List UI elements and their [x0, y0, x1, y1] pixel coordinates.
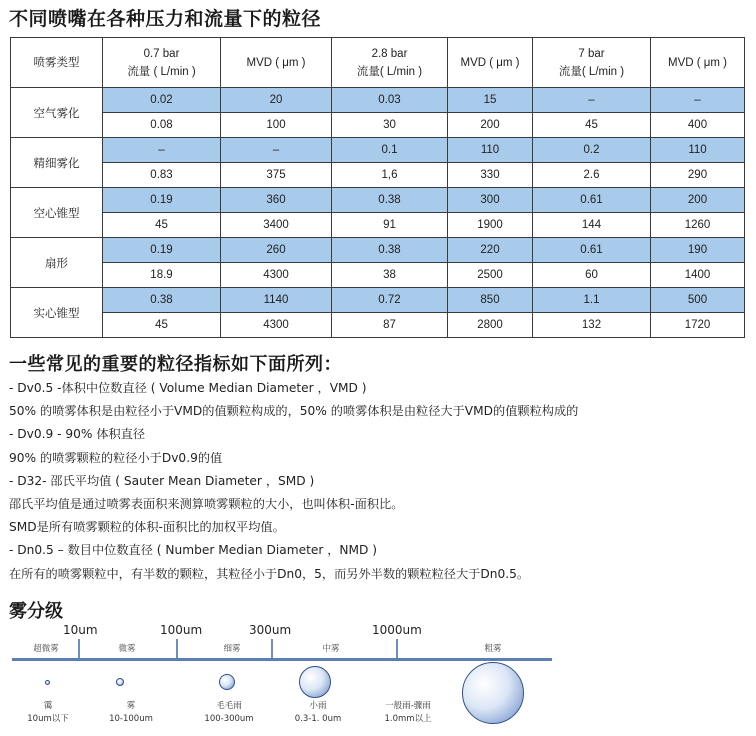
indicators-title: 一些常见的重要的粒径指标如下面所列：	[9, 354, 342, 375]
table-cell: –	[533, 88, 651, 113]
table-row	[11, 138, 745, 163]
table-cell: 0.02	[103, 88, 221, 113]
table-cell: 375	[221, 163, 332, 188]
header-mvd-28: MVD ( μm )	[448, 38, 533, 88]
table-cell: 91	[332, 213, 448, 238]
tick-label: 300um	[249, 623, 292, 637]
table-cell: 260	[221, 238, 332, 263]
table-header-row	[11, 38, 745, 88]
indicator-line: - Dv0.5 -体积中位数直径 ( Volume Median Diameter ，VMD )	[9, 381, 367, 395]
table-cell: 0.61	[533, 188, 651, 213]
indicator-line: 90% 的喷雾颗粒的粒径小于Dv0.9的值	[9, 450, 223, 465]
tick-label: 100um	[160, 623, 203, 637]
tick-label: 10um	[63, 623, 98, 637]
table-cell: 1,6	[332, 163, 448, 188]
spray-size-table	[10, 37, 745, 338]
indicator-line: 50% 的喷雾体积是由粒径小于VMD的值颗粒构成的，50% 的喷雾体积是由粒径大于VMD的值颗粒构成的	[9, 404, 579, 419]
droplet-label: 毛毛雨 100-300um	[204, 701, 254, 724]
table-cell: 18.9	[103, 263, 221, 288]
droplet-label: 一般雨-骤雨 1.0mm以上	[384, 701, 432, 724]
indicator-line: - D32- 邵氏平均值 ( Sauter Mean Diameter ，SMD )	[9, 473, 315, 488]
table-cell: 0.38	[332, 188, 448, 213]
table-cell: 110	[448, 138, 533, 163]
table-row	[11, 163, 745, 188]
table-cell: 1400	[651, 263, 745, 288]
table-cell: 1140	[221, 288, 332, 313]
spray-type-cell: 扇形	[11, 238, 103, 288]
header-flow-7: 7 bar 流量( L/min )	[533, 38, 651, 88]
table-row	[11, 213, 745, 238]
indicator-line: SMD是所有喷雾颗粒的体积-面积比的加权平均值。	[9, 520, 285, 535]
table-cell: 300	[448, 188, 533, 213]
table-cell: 360	[221, 188, 332, 213]
droplet-label: 小雨 0.3-1. 0um	[294, 701, 342, 724]
spray-type-cell: 空心锥型	[11, 188, 103, 238]
indicator-line: - Dv0.9 - 90% 体积直径	[9, 427, 146, 442]
table-cell: 1260	[651, 213, 745, 238]
table-cell: 0.19	[103, 238, 221, 263]
spray-type-cell: 实心锥型	[11, 288, 103, 338]
table-cell: 15	[448, 88, 533, 113]
table-cell: 0.19	[103, 188, 221, 213]
category-label: 微雾	[118, 644, 136, 654]
header-mvd-07: MVD ( μm )	[221, 38, 332, 88]
table-cell: 144	[533, 213, 651, 238]
table-cell: 3400	[221, 213, 332, 238]
table-cell: 330	[448, 163, 533, 188]
category-label: 粗雾	[484, 644, 502, 654]
droplet-label: 霭 10um以下	[27, 701, 69, 724]
table-cell: 100	[221, 113, 332, 138]
table-cell: 850	[448, 288, 533, 313]
table-cell: 110	[651, 138, 745, 163]
category-label: 中雾	[322, 644, 340, 654]
spray-type-cell: 空气雾化	[11, 88, 103, 138]
header-mvd-7: MVD ( μm )	[651, 38, 745, 88]
table-cell: 38	[332, 263, 448, 288]
spray-type-cell: 精细雾化	[11, 138, 103, 188]
table-row	[11, 263, 745, 288]
table-cell: 30	[332, 113, 448, 138]
table-cell: 0.08	[103, 113, 221, 138]
header-type: 喷雾类型	[11, 38, 103, 88]
table-cell: 1.1	[533, 288, 651, 313]
category-label: 细雾	[223, 644, 241, 654]
table-cell: 220	[448, 238, 533, 263]
indicators-list	[9, 377, 749, 586]
table-cell: 1900	[448, 213, 533, 238]
droplet-label: 雾 10-100um	[109, 701, 153, 724]
table-cell: 4300	[221, 313, 332, 338]
table-cell: 500	[651, 288, 745, 313]
table-cell: 0.03	[332, 88, 448, 113]
table-cell: 0.38	[332, 238, 448, 263]
table-cell: 45	[533, 113, 651, 138]
header-flow-07: 0.7 bar 流量 ( L/min )	[103, 38, 221, 88]
droplet-icon	[45, 680, 50, 685]
table-cell: –	[103, 138, 221, 163]
table-cell: 2500	[448, 263, 533, 288]
table-cell: 400	[651, 113, 745, 138]
table-cell: 0.83	[103, 163, 221, 188]
category-label: 超微雾	[33, 644, 59, 654]
table-cell: 290	[651, 163, 745, 188]
table-cell: 0.72	[332, 288, 448, 313]
droplet-size-scale	[0, 620, 756, 736]
table-cell: 0.38	[103, 288, 221, 313]
table-cell: 2800	[448, 313, 533, 338]
table-row	[11, 313, 745, 338]
indicator-line: - Dn0.5 – 数目中位数直径 ( Number Median Diameter ，NMD )	[9, 543, 378, 558]
table-cell: 132	[533, 313, 651, 338]
indicator-line: 在所有的喷雾颗粒中，有半数的颗粒，其粒径小于Dn0，5，而另外半数的颗粒粒径大于Dn0.5。	[9, 566, 530, 581]
tick-label: 1000um	[372, 623, 422, 637]
table-cell: 0.1	[332, 138, 448, 163]
table-cell: 45	[103, 213, 221, 238]
droplet-icon	[116, 678, 124, 686]
table-cell: 20	[221, 88, 332, 113]
scale-divider	[271, 639, 273, 659]
table-cell: 45	[103, 313, 221, 338]
table-row	[11, 113, 745, 138]
table-cell: 200	[651, 188, 745, 213]
header-flow-28: 2.8 bar 流量( L/min )	[332, 38, 448, 88]
spray-classification-title: 雾分级	[9, 601, 63, 622]
table-row	[11, 188, 745, 213]
table-cell: 190	[651, 238, 745, 263]
table-cell: 2.6	[533, 163, 651, 188]
table-cell: 4300	[221, 263, 332, 288]
table-row	[11, 88, 745, 113]
table-row	[11, 288, 745, 313]
droplet-icon	[299, 666, 331, 698]
indicator-line: 邵氏平均值是通过喷雾表面积来测算喷雾颗粒的大小，也叫体积-面积比。	[9, 496, 404, 511]
scale-divider	[78, 639, 80, 659]
table-cell: 200	[448, 113, 533, 138]
table-cell: –	[651, 88, 745, 113]
droplet-icon	[462, 662, 524, 724]
table-cell: 60	[533, 263, 651, 288]
table-cell: 0.2	[533, 138, 651, 163]
table-cell: 0.61	[533, 238, 651, 263]
table-row	[11, 238, 745, 263]
scale-divider	[396, 639, 398, 659]
table-cell: 87	[332, 313, 448, 338]
table-cell: 1720	[651, 313, 745, 338]
table-cell: –	[221, 138, 332, 163]
scale-axis	[12, 658, 552, 661]
scale-divider	[176, 639, 178, 659]
page-title: 不同喷嘴在各种压力和流量下的粒径	[9, 8, 322, 30]
droplet-icon	[219, 674, 235, 690]
